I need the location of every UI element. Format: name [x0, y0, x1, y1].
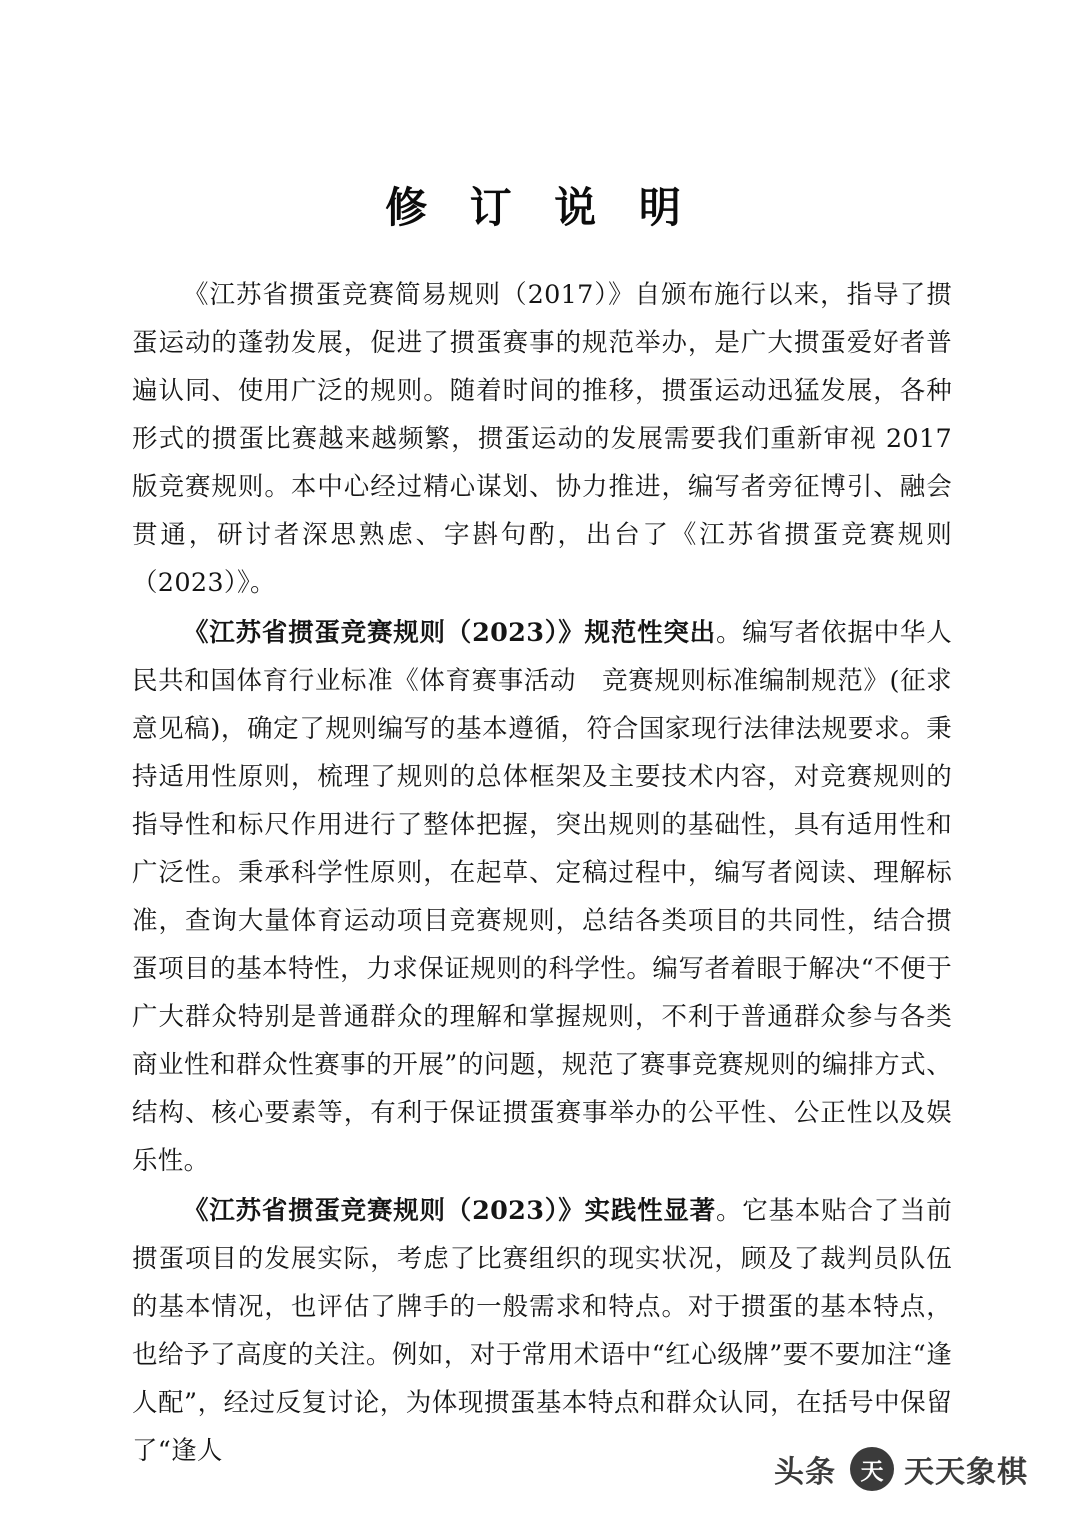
paragraph-3-text: 。它基本贴合了当前掼蛋项目的发展实际，考虑了比赛组织的现实状况，顾及了裁判员队伍的基本情况，也评估了牌手的一般需求和特点。对于掼蛋的基本特点，也给予了高度的关注。例如，对于常用术语中“红心级牌”要不要加注“逢人配”，经过反复讨论，为体现掼蛋基本特点和群众认同，在括号中保留了“逢人	[132, 1196, 952, 1466]
paragraph-1	[132, 271, 952, 607]
paragraph-2-text: 。编写者依据中华人民共和国体育行业标准《体育赛事活动 竞赛规则标准编制规范》(征求意见稿)，确定了规则编写的基本遵循，符合国家现行法律法规要求。秉持适用性原则，梳理了规则的总体框架及主要技术内容，对竞赛规则的指导性和标尺作用进行了整体把握，突出规则的基础性，具有适用性和广泛性。秉承科学性原则，在起草、定稿过程中，编写者阅读、理解标准，查询大量体育运动项目竞赛规则，总结各类项目的共同性，结合掼蛋项目的基本特性，力求保证规则的科学性。编写者着眼于解决“不便于广大群众特别是普通群众的理解和掌握规则，不利于普通群众参与各类商业性和群众性赛事的开展”的问题，规范了赛事竞赛规则的编排方式、结构、核心要素等，有利于保证掼蛋赛事举办的公平性、公正性以及娱乐性。	[132, 618, 952, 1176]
watermark-avatar-icon: 天	[850, 1447, 894, 1491]
document-body	[132, 271, 952, 1475]
paragraph-2-lead: 《江苏省掼蛋竞赛规则（2023）》规范性突出	[183, 618, 716, 648]
watermark-source-label: 头条	[774, 1455, 836, 1490]
page-title: 修 订 说 明	[385, 183, 695, 232]
paragraph-3-lead: 《江苏省掼蛋竞赛规则（2023）》实践性显著	[183, 1196, 716, 1226]
paragraph-1-text: 《江苏省掼蛋竞赛简易规则（2017）》自颁布施行以来，指导了掼蛋运动的蓬勃发展，促进了掼蛋赛事的规范举办，是广大掼蛋爱好者普遍认同、使用广泛的规则。随着时间的推移，掼蛋运动迅猛发展，各种形式的掼蛋比赛越来越频繁，掼蛋运动的发展需要我们重新审视 2017 版竞赛规则。本中心经过精心谋划、协力推进，编写者旁征博引、融会贯通，研讨者深思熟虑、字斟句酌，出台了《江苏省掼蛋竞赛规则（2023）》。	[132, 280, 952, 598]
paragraph-2	[132, 609, 952, 1185]
watermark-label: 天天象棋	[904, 1455, 1028, 1490]
watermark	[774, 1447, 1028, 1491]
paragraph-3	[132, 1187, 952, 1475]
